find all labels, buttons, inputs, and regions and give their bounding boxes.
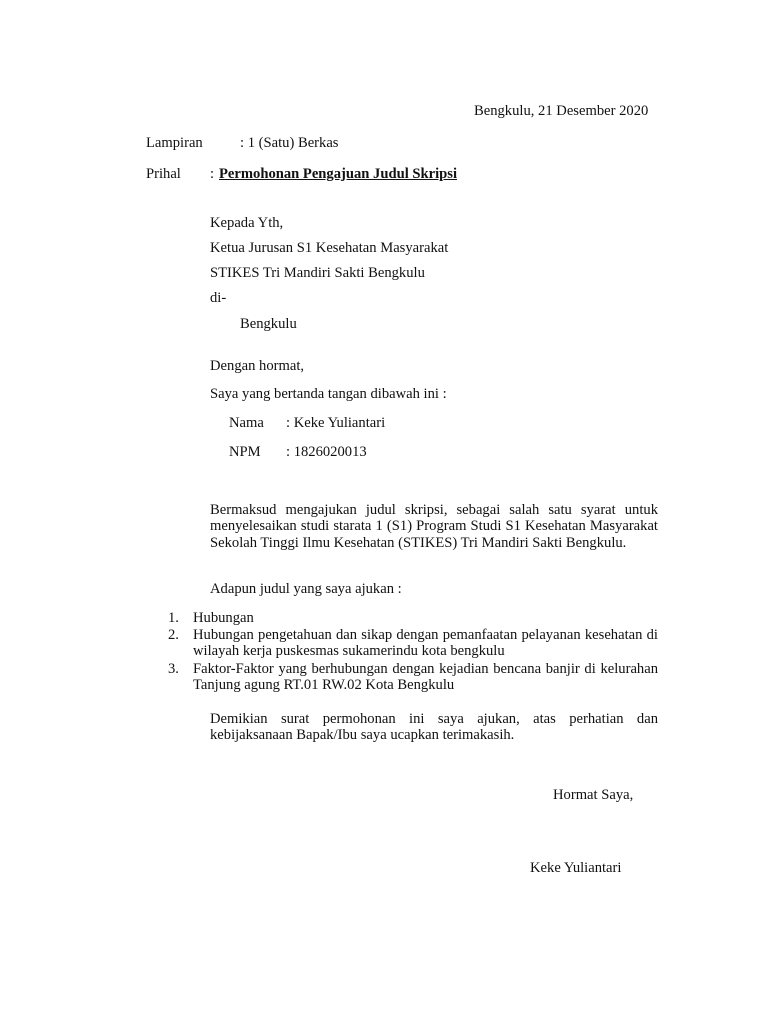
sign-off: Hormat Saya, xyxy=(553,787,634,803)
greeting: Dengan hormat, xyxy=(210,358,305,374)
place-date: Bengkulu, 21 Desember 2020 xyxy=(474,103,649,119)
closing-paragraph: Demikian surat permohonan ini saya ajukan, atas perhatian dan kebijaksanaan Bapak/Ibu saya ucapkan terimakasih. xyxy=(210,711,658,744)
name-value: : Keke Yuliantari xyxy=(286,415,386,431)
list-item: Hubungan xyxy=(193,610,254,626)
lampiran-label: Lampiran xyxy=(146,135,203,151)
npm-value: : 1826020013 xyxy=(286,444,367,460)
name-label: Nama xyxy=(229,415,264,431)
prihal-subject: Permohonan Pengajuan Judul Skripsi xyxy=(219,166,458,182)
recipient-line-3: STIKES Tri Mandiri Sakti Bengkulu xyxy=(210,265,425,281)
signer-name: Keke Yuliantari xyxy=(530,860,622,876)
recipient-line-1: Kepada Yth, xyxy=(210,215,284,231)
list-item-number: 1. xyxy=(168,610,179,626)
purpose-paragraph: Bermaksud mengajukan judul skripsi, sebagai salah satu syarat untuk menyelesaikan studi starata 1 (S1) Program Studi S1 Kesehatan Masyarakat Sekolah Tinggi Ilmu Kesehatan (STIKES) Tri Mandiri Sakti Bengkulu. xyxy=(210,502,658,551)
titles-intro: Adapun judul yang saya ajukan : xyxy=(210,581,402,597)
npm-label: NPM xyxy=(229,444,261,460)
prihal-colon: : xyxy=(210,166,215,182)
prihal-label: Prihal xyxy=(146,166,181,182)
list-item-number: 2. xyxy=(168,627,179,643)
list-item: Hubungan pengetahuan dan sikap dengan pemanfaatan pelayanan kesehatan di wilayah kerja puskesmas sukamerindu kota bengkulu xyxy=(193,627,658,660)
recipient-line-2: Ketua Jurusan S1 Kesehatan Masyarakat xyxy=(210,240,449,256)
list-item-number: 3. xyxy=(168,661,179,677)
list-item: Faktor-Faktor yang berhubungan dengan kejadian bencana banjir di kelurahan Tanjung agung RT.01 RW.02 Kota Bengkulu xyxy=(193,661,658,694)
recipient-line-5: Bengkulu xyxy=(240,316,297,332)
recipient-line-4: di- xyxy=(210,290,227,306)
lampiran-value: : 1 (Satu) Berkas xyxy=(240,135,339,151)
intro-text: Saya yang bertanda tangan dibawah ini : xyxy=(210,386,447,402)
